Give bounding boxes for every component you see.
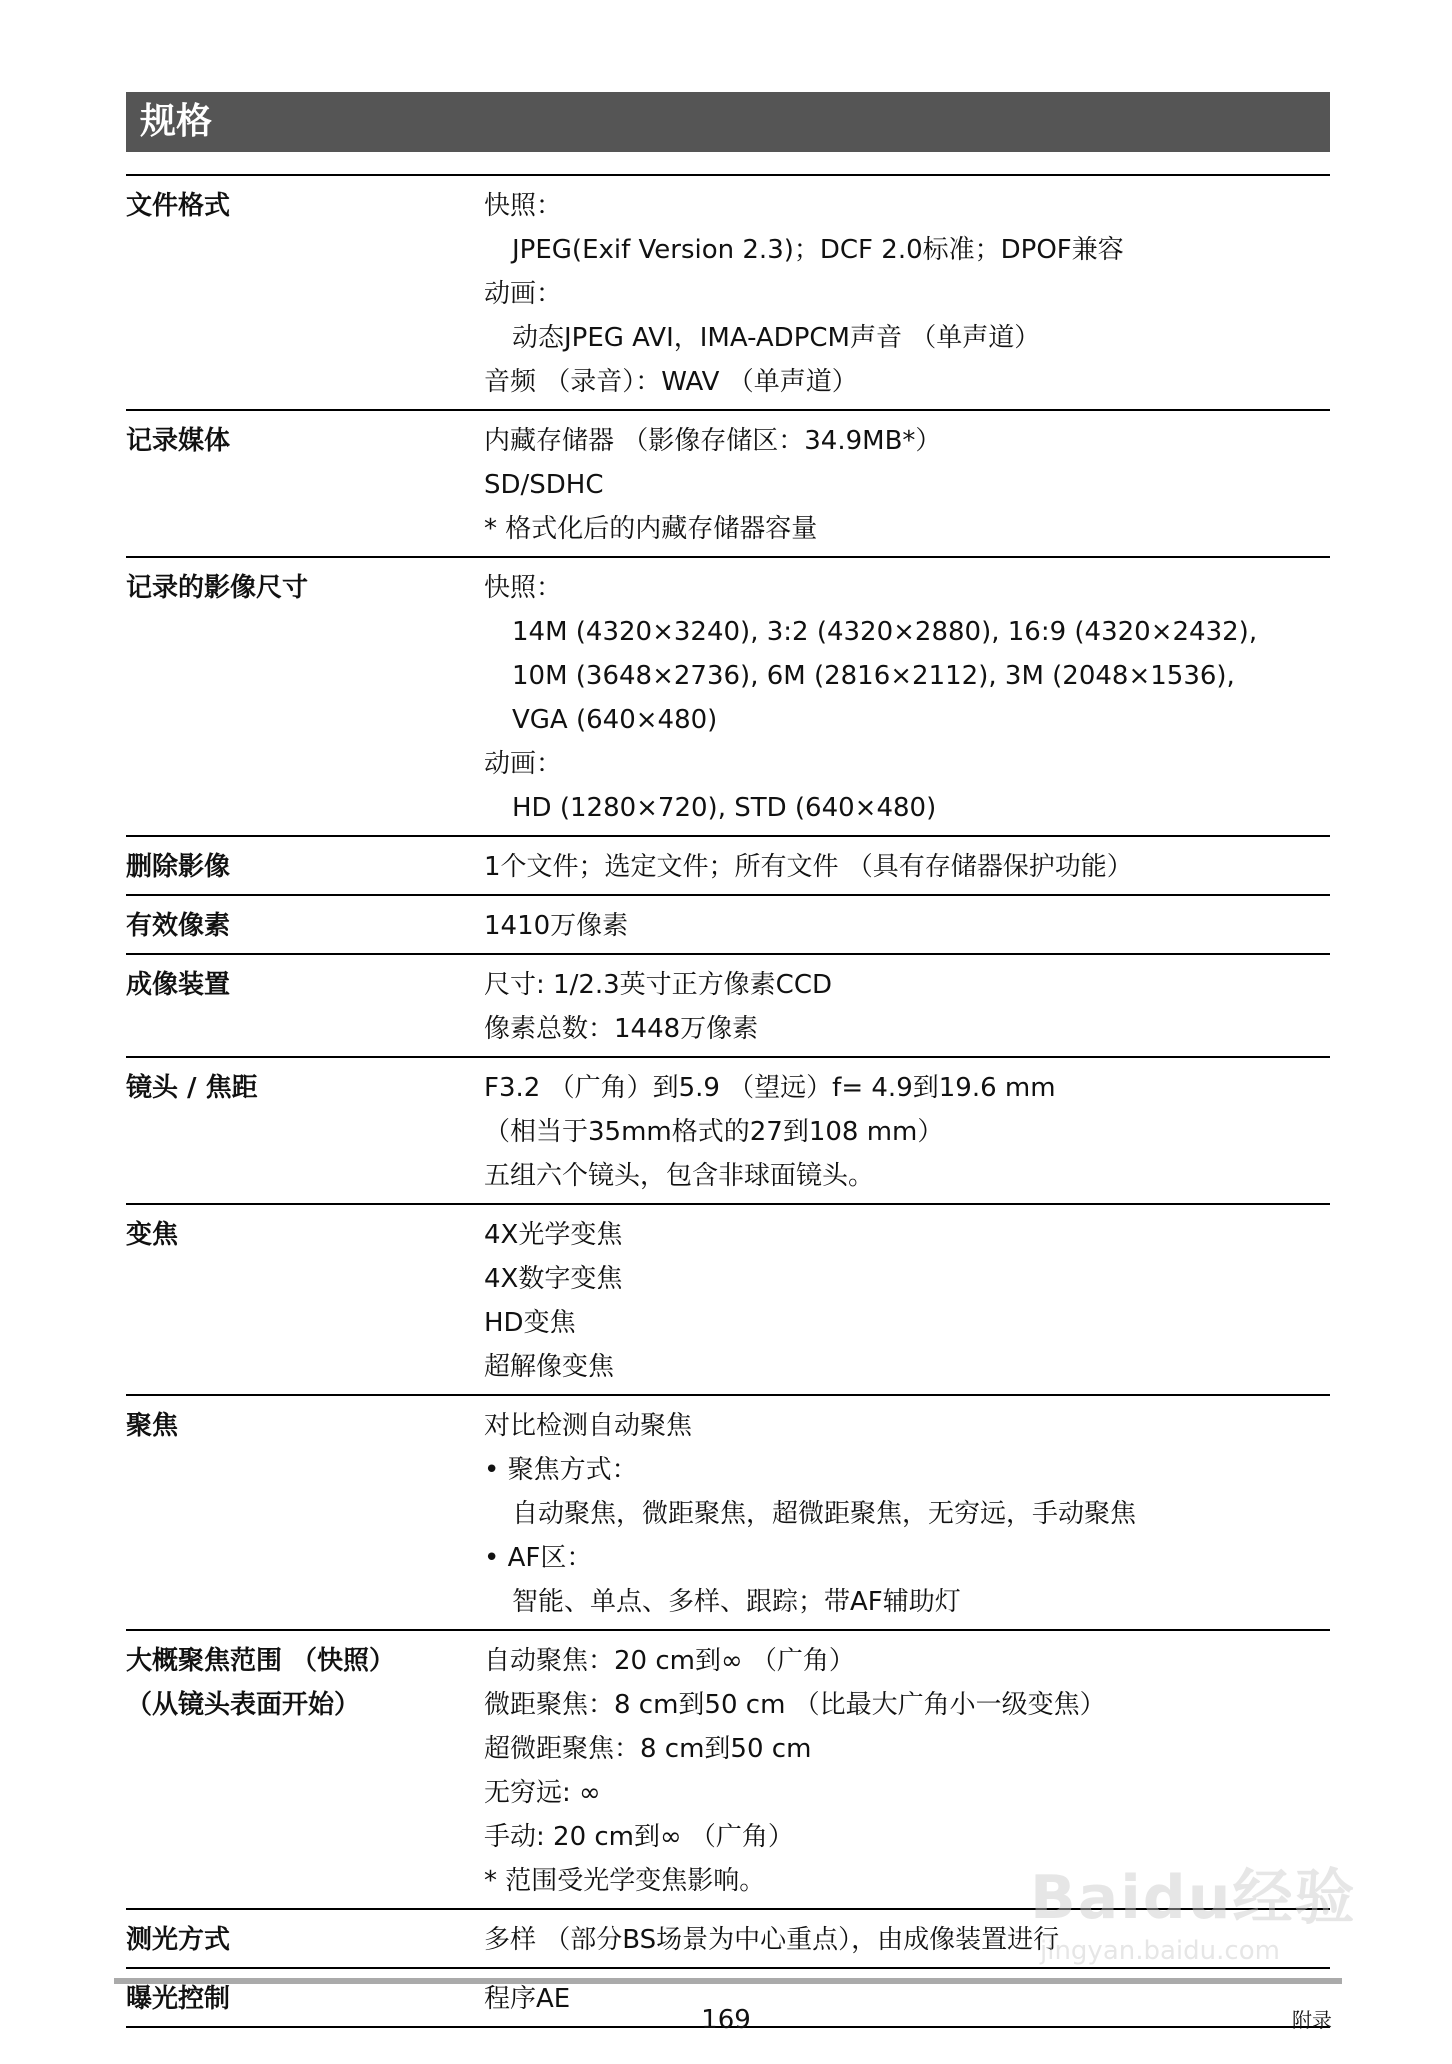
spec-table xyxy=(126,174,1330,2028)
spec-value-line: 自动聚焦：20 cm到∞ （广角） xyxy=(484,1646,855,1676)
spec-values xyxy=(484,1066,1330,1198)
spec-row xyxy=(126,1205,1330,1396)
spec-label xyxy=(126,1918,484,1962)
spec-value-line: 手动: 20 cm到∞ （广角） xyxy=(484,1822,794,1852)
watermark xyxy=(1030,1850,1370,1990)
spec-value-line: 尺寸: 1/2.3英寸正方像素CCD xyxy=(484,970,833,1000)
spec-label xyxy=(126,1639,484,1903)
spec-value-line: 动态JPEG AVI，IMA-ADPCM声音 （单声道） xyxy=(512,323,1041,353)
spec-values xyxy=(484,419,1330,551)
spec-value-line: HD变焦 xyxy=(484,1308,576,1338)
page-number: 169 xyxy=(701,2005,751,2035)
spec-value-line: 音频 （录音）：WAV （单声道） xyxy=(484,367,858,397)
spec-value-line: 超微距聚焦：8 cm到50 cm xyxy=(484,1734,812,1764)
spec-label-line: 镜头 / 焦距 xyxy=(126,1073,258,1103)
spec-row xyxy=(126,558,1330,837)
spec-value-line: * 格式化后的内藏存储器容量 xyxy=(484,514,818,544)
spec-row xyxy=(126,955,1330,1058)
spec-values xyxy=(484,904,1330,948)
watermark-brand: Baidu经验 xyxy=(1030,1863,1357,1933)
spec-label-line: 文件格式 xyxy=(126,191,231,221)
spec-value-line: 超解像变焦 xyxy=(484,1352,615,1382)
spec-value-line: 多样 （部分BS场景为中心重点），由成像装置进行 xyxy=(484,1925,1060,1955)
spec-value-line: • 聚焦方式： xyxy=(484,1455,638,1485)
spec-label xyxy=(126,1066,484,1198)
spec-label xyxy=(126,566,484,830)
spec-value-line: 无穷远: ∞ xyxy=(484,1778,601,1808)
spec-value-line: （相当于35mm格式的27到108 mm） xyxy=(484,1117,944,1147)
spec-value-line: 程序AE xyxy=(484,1984,571,2014)
spec-values xyxy=(484,184,1330,404)
spec-value-line: SD/SDHC xyxy=(484,470,604,500)
spec-value-line: 10M (3648×2736), 6M (2816×2112), 3M (2048×1536), xyxy=(512,661,1235,691)
spec-label-line: 大概聚焦范围 （快照） xyxy=(126,1646,396,1676)
spec-label-line: 有效像素 xyxy=(126,911,231,941)
spec-value-line: 智能、单点、多样、跟踪；带AF辅助灯 xyxy=(512,1587,961,1617)
spec-value-line: * 范围受光学变焦影响。 xyxy=(484,1866,766,1896)
spec-label xyxy=(126,419,484,551)
spec-value-line: 内藏存储器 （影像存储区：34.9MB*） xyxy=(484,426,942,456)
spec-label xyxy=(126,1213,484,1389)
spec-values xyxy=(484,566,1330,830)
spec-value-line: 自动聚焦，微距聚焦，超微距聚焦，无穷远，手动聚焦 xyxy=(512,1499,1137,1529)
spec-values xyxy=(484,1404,1330,1624)
spec-label-line: （从镜头表面开始） xyxy=(126,1690,361,1720)
section-title-bar xyxy=(126,92,1330,152)
spec-label-line: 记录媒体 xyxy=(126,426,231,456)
page-title: 规格 xyxy=(140,101,213,142)
spec-value-line: 1410万像素 xyxy=(484,911,629,941)
spec-label-line: 记录的影像尺寸 xyxy=(126,573,309,603)
spec-label-line: 成像装置 xyxy=(126,970,231,1000)
spec-row xyxy=(126,1396,1330,1631)
spec-values xyxy=(484,845,1330,889)
spec-value-line: 4X光学变焦 xyxy=(484,1220,623,1250)
spec-value-line: JPEG(Exif Version 2.3)；DCF 2.0标准；DPOF兼容 xyxy=(512,235,1124,265)
spec-value-line: 4X数字变焦 xyxy=(484,1264,623,1294)
spec-value-line: 动画： xyxy=(484,279,563,309)
spec-row xyxy=(126,896,1330,955)
spec-value-line: 动画： xyxy=(484,749,563,779)
spec-value-line: 快照： xyxy=(484,191,563,221)
spec-value-line: VGA (640×480) xyxy=(512,705,718,735)
spec-value-line: 微距聚焦：8 cm到50 cm （比最大广角小一级变焦） xyxy=(484,1690,1106,1720)
spec-label-line: 删除影像 xyxy=(126,852,231,882)
spec-value-line: 五组六个镜头，包含非球面镜头。 xyxy=(484,1161,875,1191)
spec-label-line: 聚焦 xyxy=(126,1411,179,1441)
spec-label-line: 变焦 xyxy=(126,1220,179,1250)
spec-value-line: 1个文件；选定文件；所有文件 （具有存储器保护功能） xyxy=(484,852,1133,882)
footer-section-label: 附录 xyxy=(1292,2008,1332,2032)
spec-row xyxy=(126,1058,1330,1205)
spec-value-line: HD (1280×720), STD (640×480) xyxy=(512,793,937,823)
spec-value-line: 14M (4320×3240), 3:2 (4320×2880), 16:9 (4320×2432), xyxy=(512,617,1258,647)
spec-value-line: 像素总数：1448万像素 xyxy=(484,1014,759,1044)
spec-row xyxy=(126,176,1330,411)
spec-row xyxy=(126,837,1330,896)
spec-label xyxy=(126,845,484,889)
spec-values xyxy=(484,963,1330,1051)
spec-value-line: 快照： xyxy=(484,573,563,603)
spec-value-line: • AF区： xyxy=(484,1543,593,1573)
spec-label-line: 曝光控制 xyxy=(126,1984,231,2014)
watermark-url: jingyan.baidu.com xyxy=(1040,1936,1280,1966)
spec-row xyxy=(126,411,1330,558)
spec-label xyxy=(126,904,484,948)
spec-value-line: F3.2 （广角）到5.9 （望远）f= 4.9到19.6 mm xyxy=(484,1073,1056,1103)
spec-label xyxy=(126,1404,484,1624)
spec-values xyxy=(484,1213,1330,1389)
spec-value-line: 对比检测自动聚焦 xyxy=(484,1411,693,1441)
spec-label xyxy=(126,963,484,1051)
spec-label-line: 测光方式 xyxy=(126,1925,231,1955)
spec-label xyxy=(126,184,484,404)
